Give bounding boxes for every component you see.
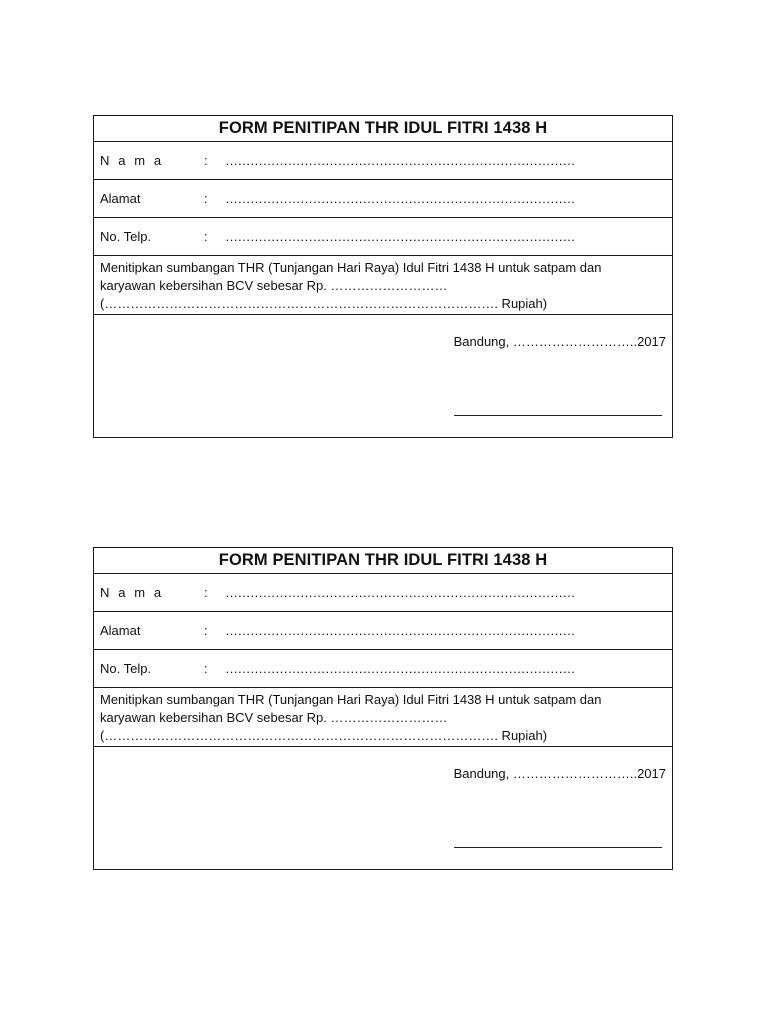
name-field[interactable]: …………………………………………………………………………: [225, 585, 575, 600]
name-colon: :: [204, 153, 208, 168]
statement-line-1: Menitipkan sumbangan THR (Tunjangan Hari Raya) Idul Fitri 1438 H untuk satpam dan: [100, 260, 602, 275]
signature-area: [94, 747, 672, 869]
signature-line[interactable]: [454, 415, 662, 416]
name-row: [94, 574, 672, 612]
address-row: [94, 612, 672, 650]
thr-form: [93, 547, 673, 870]
address-label: Alamat: [100, 623, 141, 638]
statement-line-2[interactable]: karyawan kebersihan BCV sebesar Rp. ………………………: [100, 710, 448, 725]
statement-line-2[interactable]: karyawan kebersihan BCV sebesar Rp. ………………………: [100, 278, 448, 293]
signature-line[interactable]: [454, 847, 662, 848]
address-field[interactable]: …………………………………………………………………………: [225, 623, 575, 638]
address-colon: :: [204, 191, 208, 206]
address-field[interactable]: …………………………………………………………………………: [225, 191, 575, 206]
statement-line-3[interactable]: (………………………………………………………………………………. Rupiah): [100, 296, 548, 311]
phone-colon: :: [204, 661, 208, 676]
place-date[interactable]: Bandung, ………………………..2017: [453, 334, 666, 349]
phone-colon: :: [204, 229, 208, 244]
form-title: FORM PENITIPAN THR IDUL FITRI 1438 H: [94, 116, 672, 142]
signature-area: [94, 315, 672, 437]
phone-field[interactable]: …………………………………………………………………………: [225, 661, 575, 676]
form-title: FORM PENITIPAN THR IDUL FITRI 1438 H: [94, 548, 672, 574]
donation-statement: [94, 256, 672, 315]
address-colon: :: [204, 623, 208, 638]
name-label: N a m a: [100, 153, 164, 168]
name-field[interactable]: …………………………………………………………………………: [225, 153, 575, 168]
phone-row: [94, 218, 672, 256]
donation-statement: [94, 688, 672, 747]
address-label: Alamat: [100, 191, 141, 206]
place-date[interactable]: Bandung, ………………………..2017: [453, 766, 666, 781]
statement-line-3[interactable]: (………………………………………………………………………………. Rupiah): [100, 728, 548, 743]
phone-label: No. Telp.: [100, 229, 152, 244]
statement-line-1: Menitipkan sumbangan THR (Tunjangan Hari Raya) Idul Fitri 1438 H untuk satpam dan: [100, 692, 602, 707]
name-colon: :: [204, 585, 208, 600]
address-row: [94, 180, 672, 218]
phone-row: [94, 650, 672, 688]
phone-label: No. Telp.: [100, 661, 152, 676]
phone-field[interactable]: …………………………………………………………………………: [225, 229, 575, 244]
thr-form: [93, 115, 673, 438]
name-label: N a m a: [100, 585, 164, 600]
name-row: [94, 142, 672, 180]
